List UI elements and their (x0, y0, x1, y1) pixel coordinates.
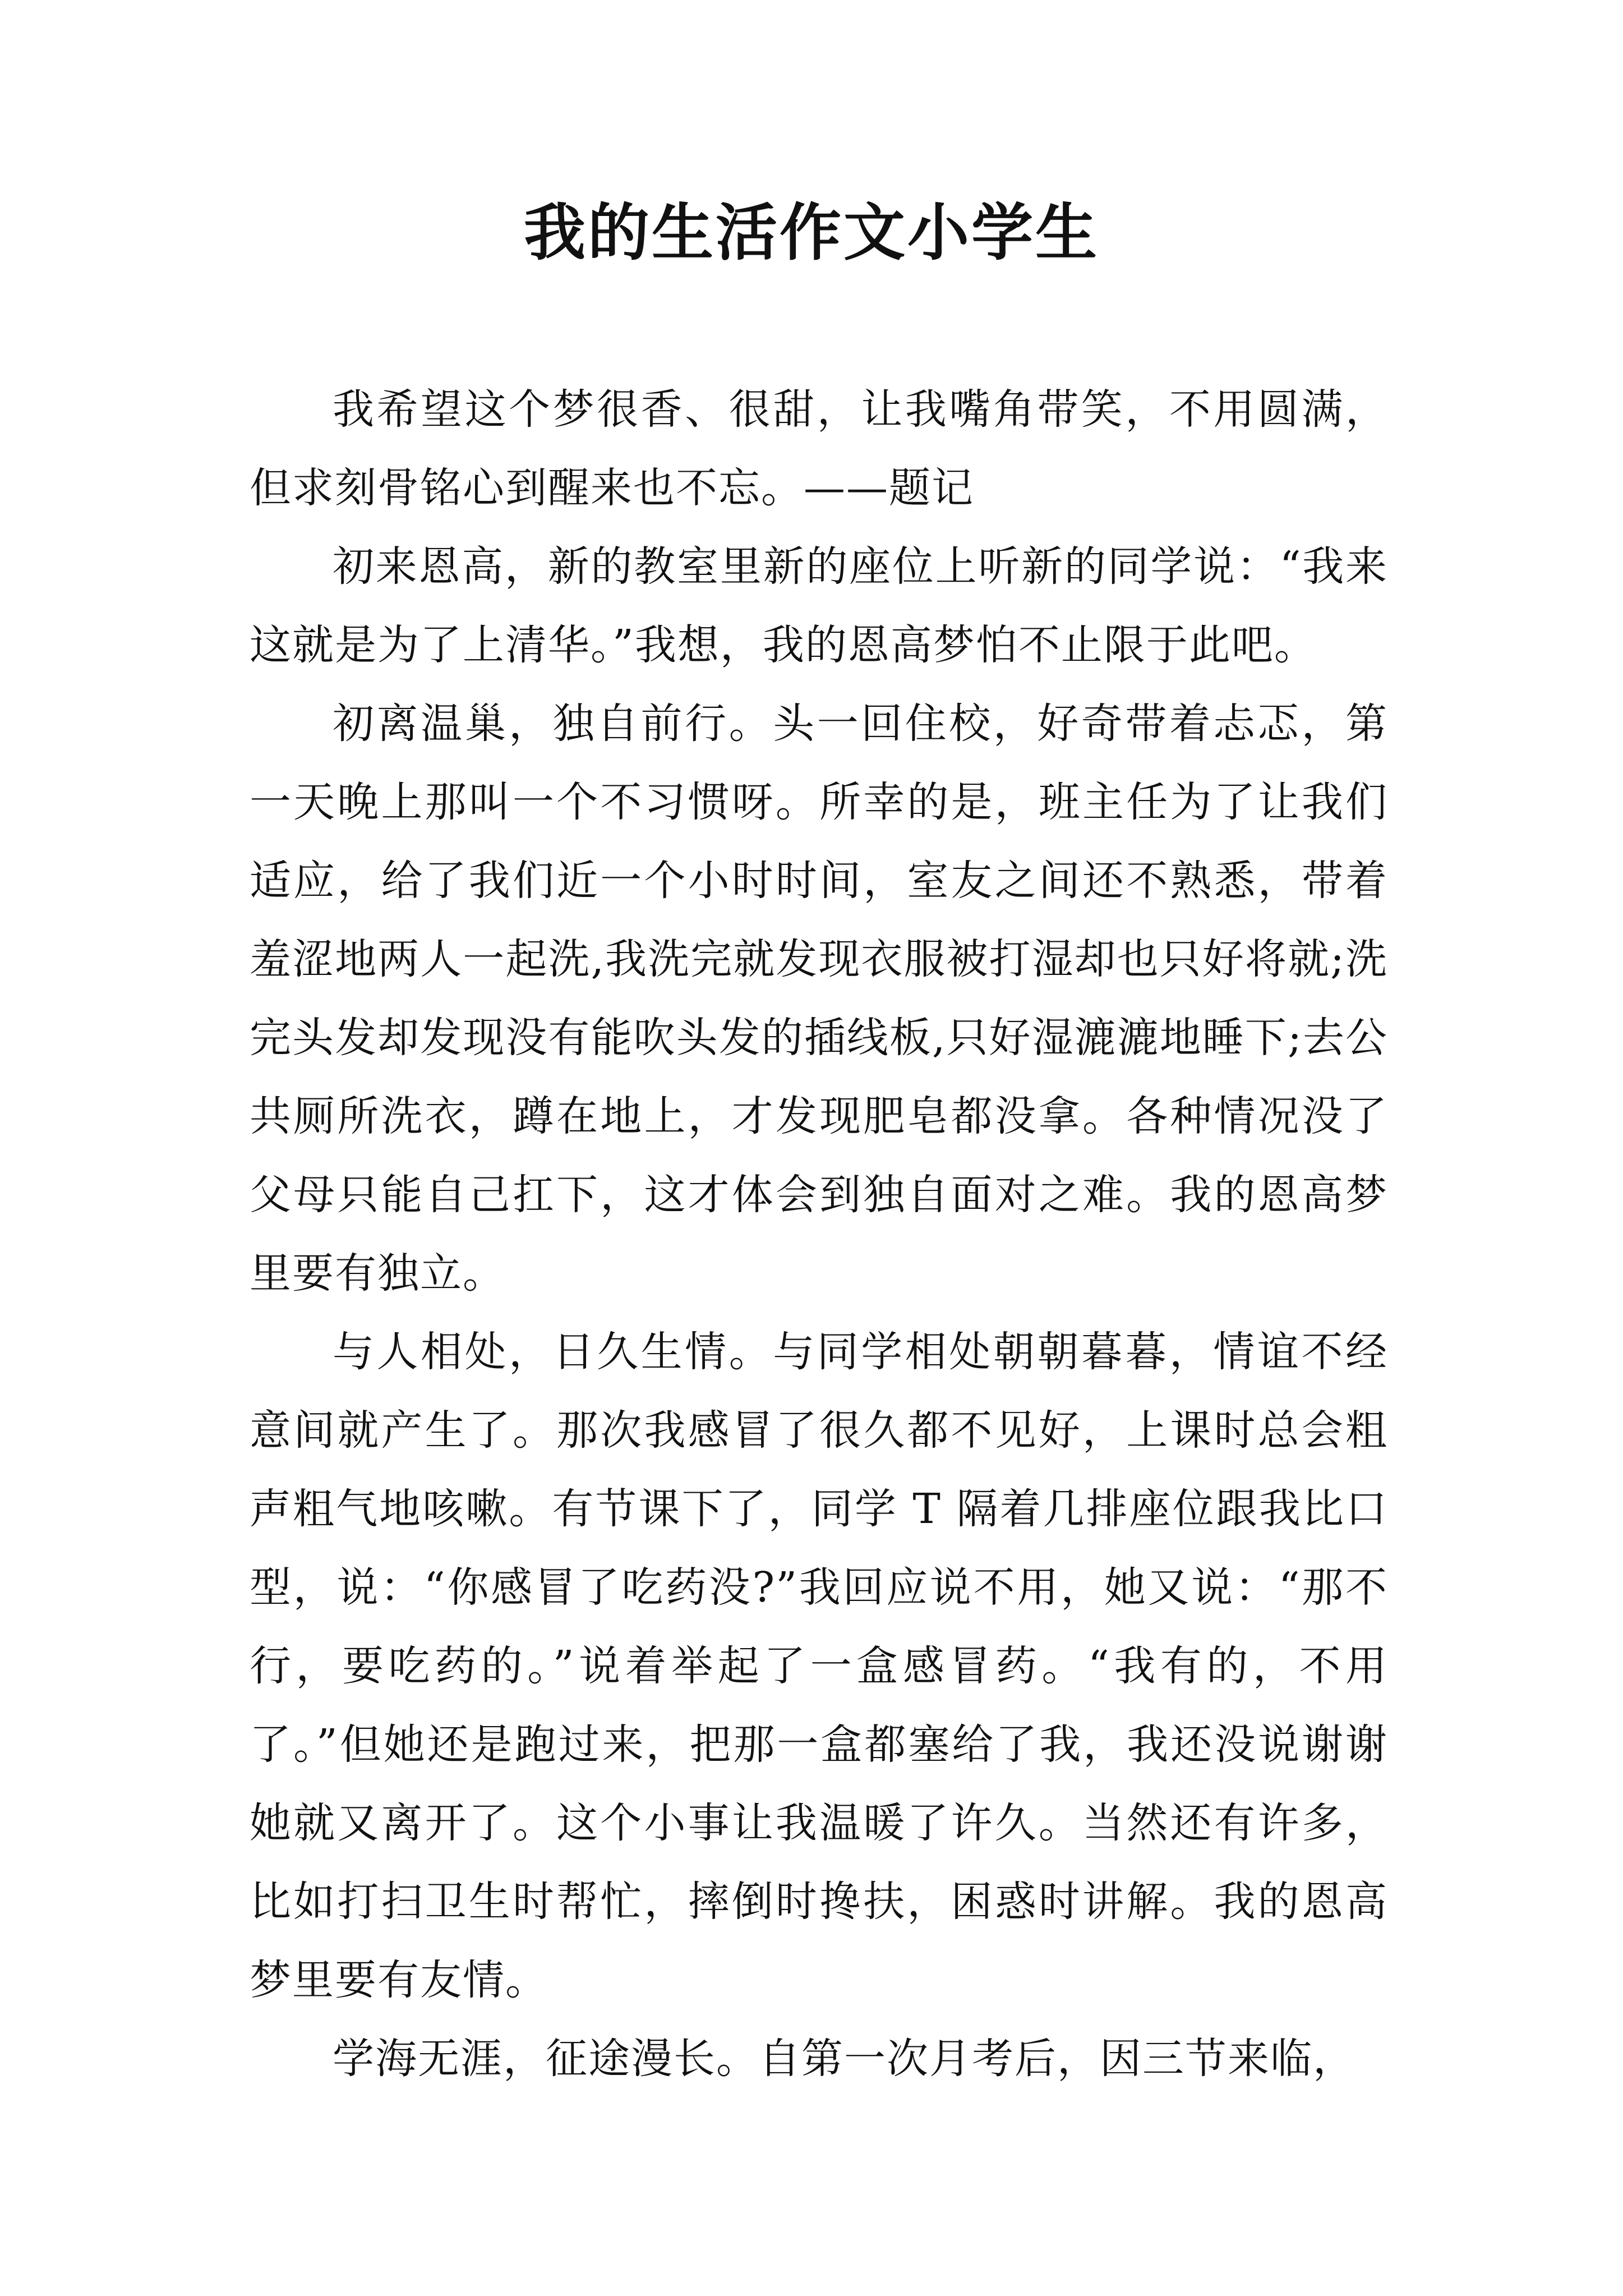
paragraph-friendship: 与人相处，日久生情。与同学相处朝朝暮暮，情谊不经意间就产生了。那次我感冒了很久都不见好，上课时总会粗声粗气地咳嗽。有节课下了，同学 T 隔着几排座位跟我比口型，说：“你感冒了吃药没?”我回应说不用，她又说：“那不行，要吃药的。”说着举起了一盒感冒药。“我有的，不用了。”但她还是跑过来，把那一盒都塞给了我，我还没说谢谢她就又离开了。这个小事让我温暖了许久。当然还有许多，比如打扫卫生时帮忙，摔倒时搀扶，困惑时讲解。我的恩高梦里要有友情。 (250, 1328, 1388, 2004)
paragraph-independence: 初离温巢，独自前行。头一回住校，好奇带着忐忑，第一天晚上那叫一个不习惯呀。所幸的是，班主任为了让我们适应，给了我们近一个小时时间，室友之间还不熟悉，带着羞涩地两人一起洗,我洗完就发现衣服被打湿却也只好将就;洗完头发却发现没有能吹头发的插线板,只好湿漉漉地睡下;去公共厕所洗衣，蹲在地上，才发现肥皂都没拿。各种情况没了父母只能自己扛下，这才体会到独自面对之难。我的恩高梦里要有独立。 (250, 700, 1388, 1297)
paragraph-arrival: 初来恩高，新的教室里新的座位上听新的同学说：“我来这就是为了上清华。”我想，我的恩高梦怕不止限于此吧。 (250, 542, 1388, 669)
document-body (250, 370, 1388, 2098)
paragraph-study: 学海无涯，征途漫长。自第一次月考后，因三节来临， (333, 2035, 1355, 2083)
document-title: 我的生活作文小学生 (524, 196, 1099, 269)
paragraph-epigraph: 我希望这个梦很香、很甜，让我嘴角带笑，不用圆满，但求刻骨铭心到醒来也不忘。——题记 (250, 385, 1388, 512)
